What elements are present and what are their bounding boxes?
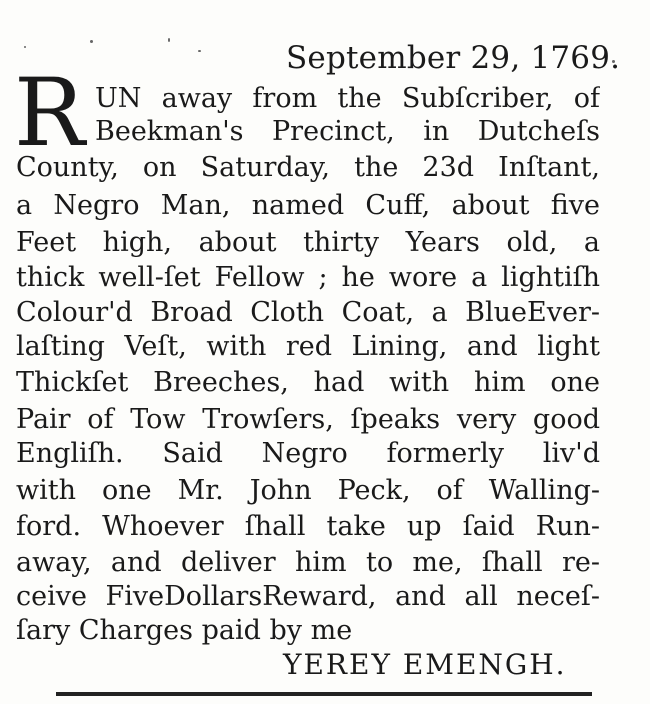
ad-text-line: a Negro Man, named Cuff, about five: [16, 190, 600, 221]
ad-text-line: ceive FiveDollarsReward, and all neceſ-: [16, 581, 600, 612]
ad-text-line: away, and deliver him to me, ſhall re-: [16, 547, 600, 578]
ad-text-line: Feet high, about thirty Years old, a: [16, 227, 600, 258]
ad-text-line: Engliſh. Said Negro formerly liv'd: [16, 438, 600, 469]
drop-cap-letter: R: [14, 59, 85, 168]
ad-text-line: ſary Charges paid by me: [16, 615, 353, 646]
ad-text-line: UN away from the Subſcriber, of: [95, 83, 600, 114]
column-rule: [56, 692, 592, 696]
ad-text-line: Beekman's Precinct, in Dutcheſs: [95, 116, 600, 147]
ad-text-line: Pair of Tow Trowſers, ſpeaks very good: [16, 404, 600, 435]
ad-text-line: County, on Saturday, the 23d Inſtant,: [16, 152, 600, 183]
ink-speck: [198, 50, 201, 52]
ad-text-line: ford. Whoever ſhall take up ſaid Run-: [16, 511, 600, 542]
ink-speck: [90, 40, 93, 43]
ad-text-line: thick well-ſet Fellow ; he wore a lightiſh: [16, 262, 600, 293]
ad-text-line: with one Mr. John Peck, of Walling-: [16, 475, 600, 506]
ink-speck: [168, 38, 170, 42]
ad-text-line: laſting Veſt, with red Lining, and light: [16, 331, 600, 362]
ad-text-line: Colour'd Broad Cloth Coat, a BlueEver-: [16, 297, 600, 328]
ad-text-line: Thickſet Breeches, had with him one: [16, 367, 600, 398]
ad-signature: YEREY EMENGH.: [283, 648, 567, 681]
ad-date: September 29, 1769.: [286, 40, 621, 76]
ink-speck: [24, 46, 26, 48]
